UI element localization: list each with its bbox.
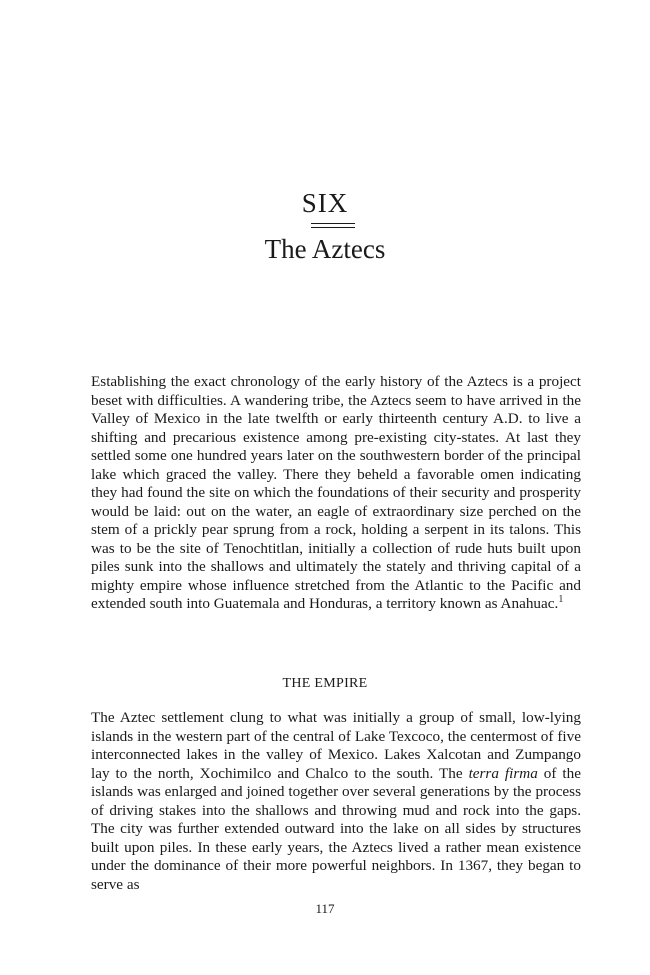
italic-term: terra firma (468, 764, 538, 782)
section-heading: THE EMPIRE (282, 676, 368, 691)
page-number: 117 (315, 901, 335, 916)
chapter-number: SIX (301, 188, 349, 218)
intro-paragraph (91, 373, 581, 614)
section-paragraph (91, 709, 581, 894)
intro-text: Establishing the exact chronology of the early history of the Aztecs is a project beset with difficulties. A wandering tribe, the Aztecs seem to have arrived in the Valley of Mexico in the late twelfth or early thirteenth century A.D. to live a shifting and precarious existence among pre-existing city-states. At last they settled some one hundred years later on the southwestern border of the principal lake which graced the valley. There they beheld a favorable omen indicating they had found the site on which the foundations of their security and prosperity would be laid: out on the water, an eagle of extraordinary size perched on the stem of a prickly pear sprung from a rock, holding a serpent in its talons. This was to be the site of Tenochtitlan, initially a collection of rude huts built upon piles sunk into the shallows and ultimately the stately and thriving capital of a mighty empire whose influence stretched from the Atlantic to the Pacific and extended south into Guatemala and Honduras, a territory known as Anahuac. (91, 373, 581, 612)
footnote-reference: 1 (558, 593, 564, 605)
section-text-end: of the islands was enlarged and joined together over several generations by the process of driving stakes into the shallows and throwing mud and rock into the gaps. The city was further extended outward into the lake on all sides by structures built upon piles. In these early years, the Aztecs lived a rather mean existence under the dominance of their more powerful neighbors. In 1367, they began to serve as (91, 764, 581, 893)
section-text-start: The Aztec settlement clung to what was initially a group of small, low-lying islands in the western part of the central of Lake Texcoco, the centermost of five interconnected lakes in the valley of Mexico. Lakes Xalcotan and Zumpango lay to the north, Xochimilco and Chalco to the south. The (91, 709, 581, 782)
chapter-title: The Aztecs (264, 234, 386, 264)
chapter-divider-rule (311, 223, 355, 228)
